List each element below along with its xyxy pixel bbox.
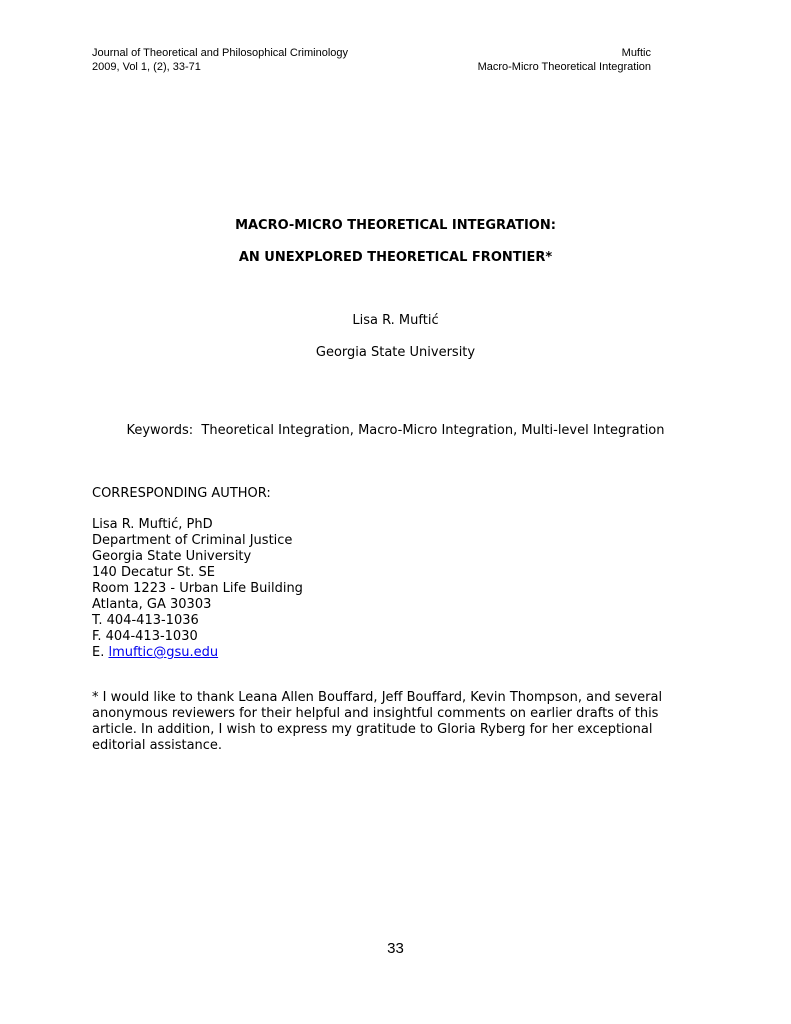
email-prefix: E. — [92, 645, 109, 660]
corr-room: Room 1223 - Urban Life Building — [92, 581, 303, 596]
journal-name: Journal of Theoretical and Philosophical Criminology — [92, 47, 348, 59]
corr-email-line — [92, 645, 303, 661]
corr-department: Department of Criminal Justice — [92, 533, 293, 548]
corresponding-author-block — [92, 517, 303, 661]
corr-city: Atlanta, GA 30303 — [92, 597, 212, 612]
title-line-2: AN UNEXPLORED THEORETICAL FRONTIER* — [238, 250, 553, 265]
corr-fax: F. 404-413-1030 — [92, 629, 198, 644]
corr-street: 140 Decatur St. SE — [92, 565, 215, 580]
running-author: Muftic — [621, 47, 651, 59]
author-affiliation: Georgia State University — [315, 345, 476, 360]
journal-volume: 2009, Vol 1, (2), 33-71 — [92, 61, 201, 73]
email-link[interactable]: lmuftic@gsu.edu — [108, 645, 219, 660]
keywords: Keywords: Theoretical Integration, Macro-Micro Integration, Multi-level Integration — [126, 423, 665, 438]
title-line-1: MACRO-MICRO THEORETICAL INTEGRATION: — [235, 218, 556, 233]
page-number: 33 — [387, 940, 404, 957]
running-header-left — [92, 46, 348, 74]
corr-university: Georgia State University — [92, 549, 252, 564]
author-name: Lisa R. Muftić — [352, 313, 439, 328]
corr-phone: T. 404-413-1036 — [92, 613, 199, 628]
running-header-right — [478, 46, 651, 74]
corr-name: Lisa R. Muftić, PhD — [92, 517, 213, 532]
corresponding-author-heading: CORRESPONDING AUTHOR: — [92, 486, 271, 501]
acknowledgment-note: * I would like to thank Leana Allen Bouffard, Jeff Bouffard, Kevin Thompson, and several anonymous reviewers for their helpful and insightful comments on earlier drafts of this article. In addition, I wish to express my gratitude to Gloria Ryberg for her exceptional editorial assistance. — [92, 690, 663, 753]
running-title: Macro-Micro Theoretical Integration — [477, 61, 651, 73]
